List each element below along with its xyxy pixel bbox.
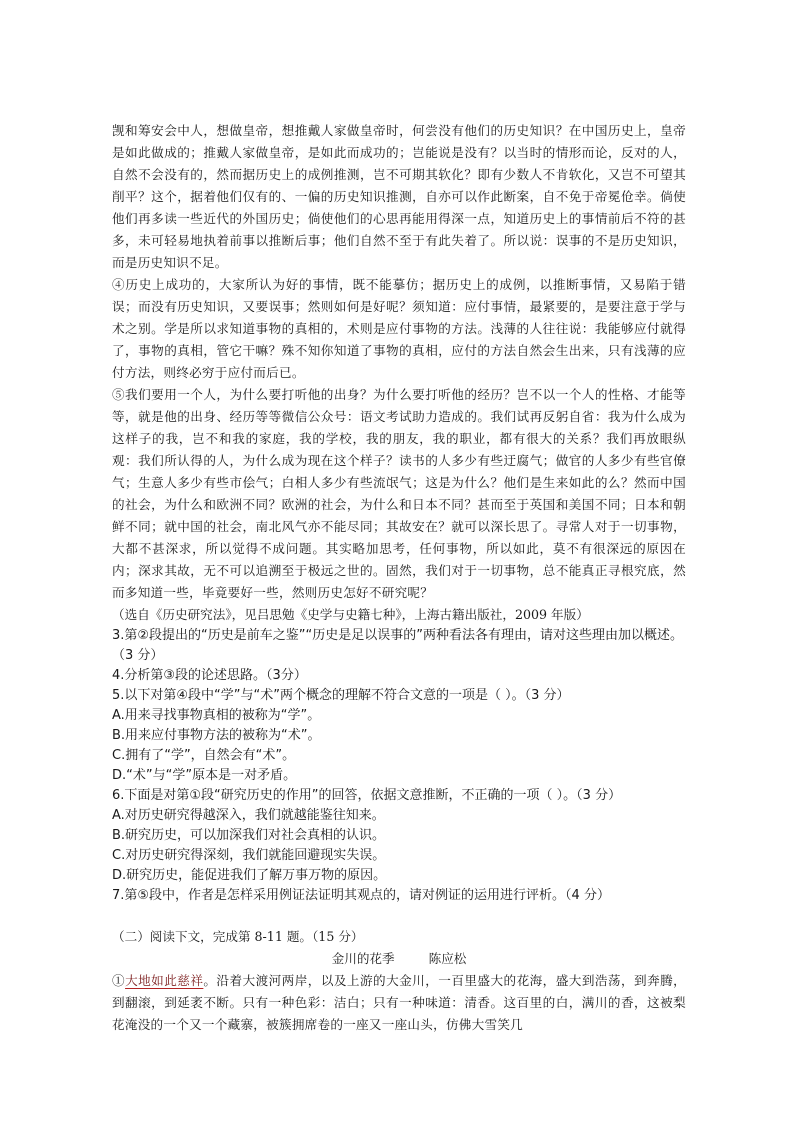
paragraph-5: ⑤我们要用一个人，为什么要打听他的出身？为什么要打听他的经历？岂不以一个人的性格、才能等等，就是他的出身、经历等等微信公众号：语文考试助力造成的。我们试再反躬自省：我为什么成为这样子的我，岂不和我的家庭，我的学校，我的朋友，我的职业，都有很大的关系？我们再放眼纵观：我们所认得的人，为什么成为现在这个样子？读书的人多少有些迂腐气；做官的人多少有些官僚气；生意人多少有些市侩气；白相人多少有些流氓气；这是为什么？他们是生来如此的么？然而中国的社会，为什么和欧洲不同？欧洲的社会，为什么和日本不同？甚而至于英国和美国不同；日本和朝鲜不同；就中国的社会，南北风气亦不能尽同；其故安在？就可以深长思了。寻常人对于一切事物，大都不甚深求，所以觉得不成问题。其实略加思考，任何事物，所以如此，莫不有很深远的原因在内；深求其故，无不可以追溯至于极远之世的。固然，我们对于一切事物，总不能真正寻根究底，然而多知道一些，毕竟要好一些，然则历史怎好不研究呢？ xyxy=(112,387,686,600)
question-5-option-c: C.拥有了“学”，自然会有“术”。 xyxy=(112,748,296,763)
section-gap xyxy=(112,906,686,926)
article-title: 金川的花季 xyxy=(331,951,395,966)
question-6-option-a: A.对历史研究得越深入，我们就越能鉴往知来。 xyxy=(112,808,385,823)
article-title-line xyxy=(112,948,686,970)
question-5-option-b: B.用来应付事物方法的被称为“术”。 xyxy=(112,728,321,743)
section-2-heading: （二）阅读下文，完成第 8-11 题。（15 分） xyxy=(112,929,364,944)
underlined-phrase: 大地如此慈祥 xyxy=(125,973,204,988)
question-5-option-d: D.“术”与“学”原本是一对矛盾。 xyxy=(112,768,297,783)
question-6-option-b: B.研究历史，可以加深我们对社会真相的认识。 xyxy=(112,828,386,843)
question-6-option-d: D.研究历史，能促进我们了解万事万物的原因。 xyxy=(112,868,387,883)
paragraph-marker: ① xyxy=(112,973,126,988)
question-4: 4.分析第③段的论述思路。（3分） xyxy=(112,668,307,683)
question-6: 6.下面是对第①段“研究历史的作用”的回答，依据文意推断，不正确的一项（ ）。（3 分） xyxy=(112,788,622,803)
paragraph-4: ④历史上成功的，大家所认为好的事情，既不能摹仿；据历史上的成例，以推断事情，又易陷于错误；而没有历史知识，又要误事；然则如何是好呢？须知道：应付事情，最紧要的，是要注意于学与术之别。学是所以求知道事物的真相的，术则是应付事物的方法。浅薄的人往往说：我能够应付就得了，事物的真相，管它干嘛？殊不知你知道了事物的真相，应付的方法自然会生出来，只有浅薄的应付方法，则终必穷于应付而后已。 xyxy=(112,277,686,380)
question-3: 3.第②段提出的“历史是前车之鉴”“历史是足以误事的”两种看法各有理由，请对这些理由加以概述。（3 分） xyxy=(112,628,683,663)
question-6-option-c: C.对历史研究得深刻，我们就能回避现实失误。 xyxy=(112,848,386,863)
article-author: 陈应松 xyxy=(428,951,467,966)
paragraph-2-continued: 觊和筹安会中人，想做皇帝，想推戴人家做皇帝时，何尝没有他们的历史知识？在中国历史上，皇帝是如此做成的；推戴人家做皇帝，是如此而成功的；岂能说是没有？以当时的情形而论，反对的人，自然不会没有的，然而据历史上的成例推测，岂不可期其软化？即有少数人不肯软化，又岂不可望其削平？这个，据着他们仅有的、一偏的历史知识推测，自亦可以作此断案，自不免于帝冕伧幸。倘使他们再多读一些近代的外国历史；倘使他们的心思再能用得深一点，知道历史上的事情前后不符的甚多，未可轻易地执着前事以推断后事；他们自然不至于有此失着了。所以说：误事的不是历史知识，而是历史知识不足。 xyxy=(112,123,686,270)
question-5-option-a: A.用来寻找事物真相的被称为“学”。 xyxy=(112,708,321,723)
article-paragraph-1 xyxy=(112,970,686,1036)
article-paragraph-1-text: 。沿着大渡河两岸，以及上游的大金川，一百里盛大的花海，盛大到浩荡，到奔腾，到翻滚，到延袤不断。只有一种色彩：洁白；只有一种味道：清香。这百里的白，满川的香，这被梨花淹没的一个又一个藏寨，被簇拥席卷的一座又一座山头，仿佛大雪笑几 xyxy=(112,973,687,1032)
source-citation: （选自《历史研究法》，见吕思勉《史学与史籍七种》，上海古籍出版社，2009 年版） xyxy=(112,607,589,622)
question-7: 7.第⑤段中，作者是怎样采用例证法证明其观点的，请对例证的运用进行评析。（4 分） xyxy=(112,888,610,903)
question-5: 5.以下对第④段中“学”与“术”两个概念的理解不符合文意的一项是（ ）。（3 分） xyxy=(112,688,570,703)
document-page xyxy=(112,120,686,1036)
